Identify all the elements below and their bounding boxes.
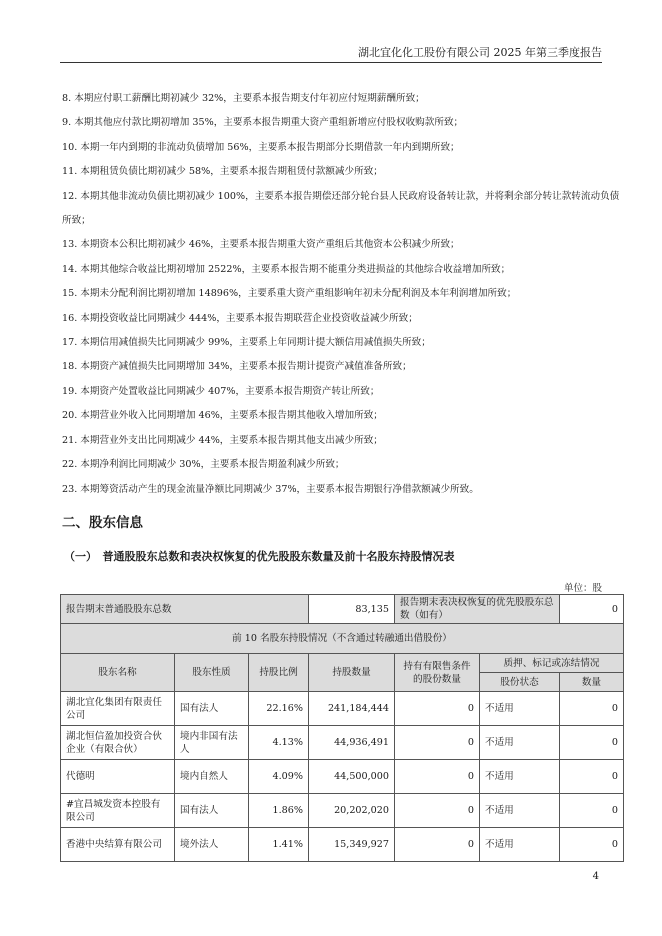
cell-qty: 0 <box>560 726 624 760</box>
cell-shares: 44,936,491 <box>309 726 395 760</box>
cell-name: 代德明 <box>61 760 175 794</box>
cell-nature: 境外法人 <box>175 828 249 862</box>
col-header-qty: 数量 <box>560 673 624 692</box>
page-header <box>60 44 602 63</box>
cell-shares: 241,184,444 <box>309 692 395 726</box>
note-item: 12. 本期其他非流动负债比期初减少 100%，主要系本报告期偿还部分轮台县人民政府设备转让款，并将剩余部分转让款转流动负债所致； <box>62 190 620 227</box>
section-title: 二、股东信息 <box>62 515 143 531</box>
cell-nature: 国有法人 <box>175 692 249 726</box>
note-item: 14. 本期其他综合收益比期初增加 2522%，主要系本报告期不能重分类进损益的其他综合收益增加所致； <box>62 263 511 275</box>
table-row <box>61 692 624 726</box>
col-header-ratio: 持股比例 <box>249 654 309 692</box>
cell-ratio: 4.09% <box>249 760 309 794</box>
cell-status: 不适用 <box>480 828 560 862</box>
column-header-row <box>61 654 624 673</box>
common-holders-value: 83,135 <box>309 595 395 624</box>
cell-qty: 0 <box>560 794 624 828</box>
cell-qty: 0 <box>560 692 624 726</box>
cell-ratio: 22.16% <box>249 692 309 726</box>
cell-qty: 0 <box>560 760 624 794</box>
note-item: 15. 本期未分配利润比期初增加 14896%，主要系重大资产重组影响年初未分配利润及本年利润增加所致； <box>62 288 517 300</box>
preferred-holders-value: 0 <box>560 595 624 624</box>
note-item: 18. 本期资产减值损失比同期增加 34%，主要系本报告期计提资产减值准备所致； <box>62 361 412 373</box>
col-header-pledge-group: 质押、标记或冻结情况 <box>480 654 624 673</box>
note-item: 13. 本期资本公积比期初减少 46%，主要系本报告期重大资产重组后其他资本公积减少所致； <box>62 239 460 251</box>
col-header-name: 股东名称 <box>61 654 175 692</box>
table-row <box>61 760 624 794</box>
notes-list <box>62 87 622 502</box>
shareholder-table <box>60 594 624 862</box>
cell-ratio: 4.13% <box>249 726 309 760</box>
note-item: 9. 本期其他应付款比期初增加 35%，主要系本报告期重大资产重组新增应付股权收购款所致； <box>62 117 464 129</box>
unit-label: 单位：股 <box>563 583 602 594</box>
col-header-restricted: 持有有限售条件的股份数量 <box>395 654 480 692</box>
cell-nature: 境内非国有法人 <box>175 726 249 760</box>
note-item: 22. 本期净利润比同期减少 30%，主要系本报告期盈利减少所致； <box>62 459 345 471</box>
cell-nature: 境内自然人 <box>175 760 249 794</box>
cell-qty: 0 <box>560 828 624 862</box>
cell-name: 湖北宜化集团有限责任公司 <box>61 692 175 726</box>
cell-restricted: 0 <box>395 692 480 726</box>
cell-status: 不适用 <box>480 726 560 760</box>
table-row <box>61 828 624 862</box>
cell-restricted: 0 <box>395 726 480 760</box>
cell-shares: 20,202,020 <box>309 794 395 828</box>
cell-restricted: 0 <box>395 828 480 862</box>
page-number: 4 <box>592 871 599 882</box>
cell-ratio: 1.86% <box>249 794 309 828</box>
preferred-holders-label: 报告期末表决权恢复的优先股股东总数（如有） <box>395 595 560 624</box>
cell-status: 不适用 <box>480 760 560 794</box>
subsection-title: （一） 普通股股东总数和表决权恢复的优先股股东数量及前十名股东持股情况表 <box>64 550 455 563</box>
cell-status: 不适用 <box>480 692 560 726</box>
note-item: 21. 本期营业外支出比同期减少 44%，主要系本报告期其他支出减少所致； <box>62 434 383 446</box>
summary-row <box>61 595 624 624</box>
cell-name: 湖北恒信盈加投资合伙企业（有限合伙） <box>61 726 175 760</box>
header-title: 湖北宜化化工股份有限公司 2025 年第三季度报告 <box>358 46 602 59</box>
cell-shares: 15,349,927 <box>309 828 395 862</box>
note-item: 23. 本期筹资活动产生的现金流量净额比同期减少 37%，主要系本报告期银行净借款额减少所致。 <box>62 483 479 495</box>
table-row <box>61 794 624 828</box>
note-item: 19. 本期资产处置收益比同期减少 407%，主要系本报告期资产转让所致； <box>62 385 380 397</box>
cell-nature: 国有法人 <box>175 794 249 828</box>
col-header-status: 股份状态 <box>480 673 560 692</box>
table-row <box>61 726 624 760</box>
note-item: 10. 本期一年内到期的非流动负债增加 56%，主要系本报告期部分长期借款一年内到期所致； <box>62 141 460 153</box>
top10-title: 前 10 名股东持股情况（不含通过转融通出借股份） <box>61 624 624 654</box>
cell-ratio: 1.41% <box>249 828 309 862</box>
cell-restricted: 0 <box>395 760 480 794</box>
note-item: 16. 本期投资收益比同期减少 444%，主要系本报告期联营企业投资收益减少所致； <box>62 312 418 324</box>
cell-restricted: 0 <box>395 794 480 828</box>
cell-name: 香港中央结算有限公司 <box>61 828 175 862</box>
cell-status: 不适用 <box>480 794 560 828</box>
note-item: 8. 本期应付职工薪酬比期初减少 32%，主要系本报告期支付年初应付短期薪酬所致； <box>62 93 425 104</box>
common-holders-label: 报告期末普通股股东总数 <box>61 595 309 624</box>
col-header-shares: 持股数量 <box>309 654 395 692</box>
note-item: 17. 本期信用减值损失比同期减少 99%，主要系上年同期计提大额信用减值损失所致； <box>62 337 431 349</box>
note-item: 20. 本期营业外收入比同期增加 46%，主要系本报告期其他收入增加所致； <box>62 410 383 422</box>
cell-shares: 44,500,000 <box>309 760 395 794</box>
col-header-nature: 股东性质 <box>175 654 249 692</box>
top10-title-row <box>61 624 624 654</box>
note-item: 11. 本期租赁负债比期初减少 58%，主要系本报告期租赁付款额减少所致； <box>62 166 383 178</box>
cell-name: #宜昌城发资本控股有限公司 <box>61 794 175 828</box>
